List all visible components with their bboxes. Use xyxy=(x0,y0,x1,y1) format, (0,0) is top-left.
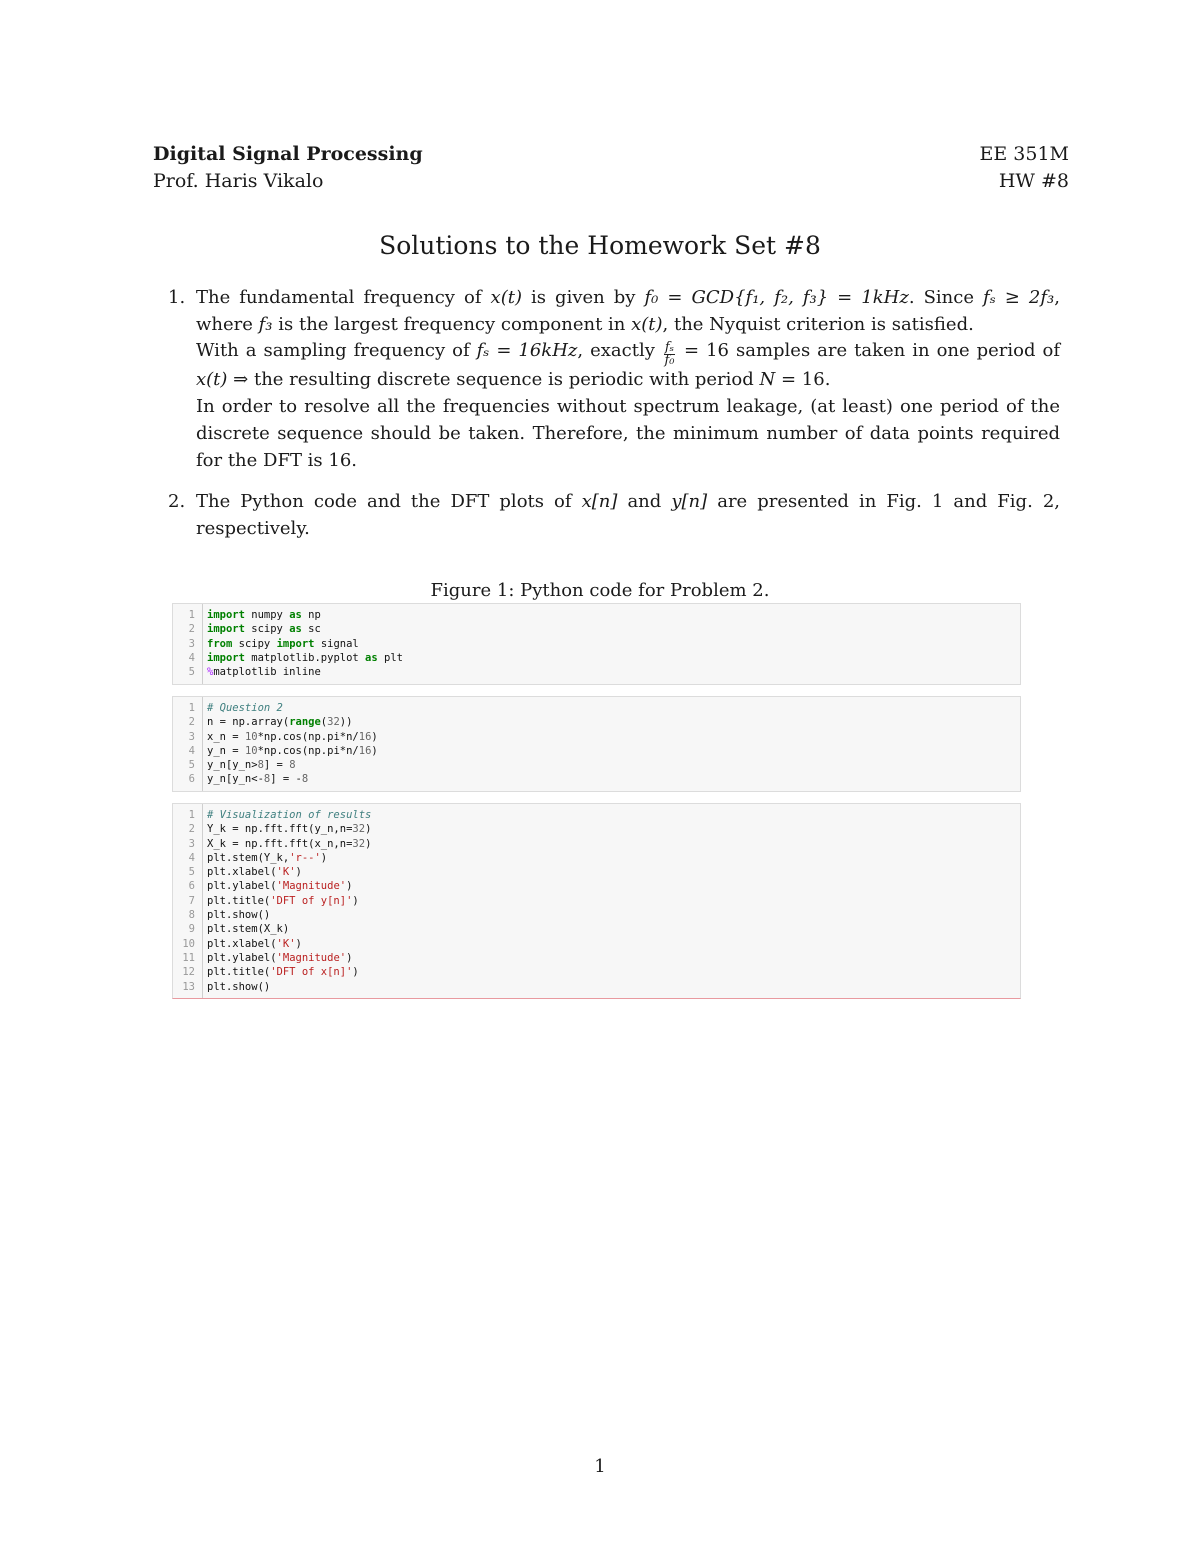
code-text: from scipy import signal xyxy=(207,637,359,650)
line-number: 4 xyxy=(188,744,195,757)
code-text: plt.xlabel('K') xyxy=(207,866,302,879)
code-line xyxy=(173,980,1020,994)
code-text: plt.title('DFT of y[n]') xyxy=(207,894,359,907)
code-line xyxy=(173,851,1020,865)
line-number: 6 xyxy=(188,880,195,893)
code-text: plt.title('DFT of x[n]') xyxy=(207,966,359,979)
code-text: y_n[y_n>8] = 8 xyxy=(207,759,296,772)
code-text: # Question 2 xyxy=(207,702,283,714)
problem-number: 2. xyxy=(168,491,186,512)
code-text: y_n[y_n<-8] = -8 xyxy=(207,773,309,786)
line-number: 3 xyxy=(188,837,195,850)
code-line xyxy=(173,772,1020,786)
code-text: import numpy as np xyxy=(207,609,321,621)
code-text: y_n = 10*np.cos(np.pi*n/16) xyxy=(207,744,378,757)
code-line xyxy=(173,908,1020,922)
code-line xyxy=(173,951,1020,965)
line-number: 11 xyxy=(182,951,195,964)
code-line xyxy=(173,965,1020,979)
code-text: plt.xlabel('K') xyxy=(207,937,302,950)
code-text: # Visualization of results xyxy=(207,809,372,821)
line-number: 1 xyxy=(188,809,195,821)
homework-number: HW #8 xyxy=(998,170,1069,192)
problem-1-paragraph-3: In order to resolve all the frequencies without spectrum leakage, (at least) one period of the discrete sequence should be taken. Therefore, the minimum number of data points required for the DFT is 16. xyxy=(196,396,1060,471)
line-number: 7 xyxy=(188,894,195,907)
code-text: plt.ylabel('Magnitude') xyxy=(207,951,353,964)
page-number: 1 xyxy=(594,1456,606,1477)
code-text: plt.show() xyxy=(207,909,271,922)
problem-number: 1. xyxy=(168,287,186,308)
line-number: 5 xyxy=(188,866,195,879)
problem-1-paragraph-2: With a sampling frequency of fₛ = 16kHz, exactly $\frac{\text{fₛ}}{\text{f₀}}$ = 16 samples are taken in one period of x(t) ⇒ the resulting discrete sequence is periodic with period N = 16. xyxy=(196,340,1061,391)
code-text: plt.stem(X_k) xyxy=(207,923,290,936)
sampling-ratio-fraction: $\frac{\text{fₛ}}{\text{f₀}}$ xyxy=(664,340,675,369)
code-line xyxy=(173,730,1020,744)
line-number: 2 xyxy=(188,823,195,836)
code-line xyxy=(173,922,1020,936)
line-number: 2 xyxy=(188,623,195,636)
line-number: 1 xyxy=(188,702,195,714)
problem-2-paragraph: The Python code and the DFT plots of x[n] and y[n] are presented in Fig. 1 and Fig. 2, respectively. xyxy=(196,491,1061,539)
code-line xyxy=(173,937,1020,951)
line-number: 12 xyxy=(182,966,195,979)
code-cell-signals xyxy=(172,696,1021,792)
code-line xyxy=(173,637,1020,651)
code-cell-imports xyxy=(172,603,1021,685)
line-number: 1 xyxy=(188,609,195,621)
code-line xyxy=(173,701,1020,715)
code-line xyxy=(173,894,1020,908)
problem-2 xyxy=(160,489,1060,542)
line-number: 3 xyxy=(188,637,195,650)
code-text: plt.ylabel('Magnitude') xyxy=(207,880,353,893)
line-number: 13 xyxy=(182,980,195,993)
code-line xyxy=(173,622,1020,636)
code-line xyxy=(173,665,1020,679)
code-text: Y_k = np.fft.fft(y_n,n=32) xyxy=(207,823,372,836)
code-text: import scipy as sc xyxy=(207,623,321,636)
page-title: Solutions to the Homework Set #8 xyxy=(379,231,821,260)
code-line xyxy=(173,865,1020,879)
line-number: 4 xyxy=(188,651,195,664)
line-number: 10 xyxy=(182,937,195,950)
code-line xyxy=(173,879,1020,893)
code-text: X_k = np.fft.fft(x_n,n=32) xyxy=(207,837,372,850)
line-number: 5 xyxy=(188,759,195,772)
code-text: n = np.array(range(32)) xyxy=(207,716,353,729)
line-number: 8 xyxy=(188,909,195,922)
code-line xyxy=(173,715,1020,729)
line-number: 9 xyxy=(188,923,195,936)
line-number: 2 xyxy=(188,716,195,729)
code-line xyxy=(173,744,1020,758)
code-line xyxy=(173,808,1020,822)
code-line xyxy=(173,822,1020,836)
professor-name: Prof. Haris Vikalo xyxy=(153,170,324,192)
course-code: EE 351M xyxy=(979,143,1069,165)
code-text: import matplotlib.pyplot as plt xyxy=(207,651,403,664)
code-text: plt.show() xyxy=(207,980,271,993)
line-number: 3 xyxy=(188,730,195,743)
line-number: 6 xyxy=(188,773,195,786)
line-number: 5 xyxy=(188,666,195,679)
code-text: x_n = 10*np.cos(np.pi*n/16) xyxy=(207,730,378,743)
code-cell-visualization xyxy=(172,803,1021,999)
problem-1 xyxy=(160,285,1060,474)
code-line xyxy=(173,608,1020,622)
problem-1-paragraph-1: The fundamental frequency of x(t) is given by f₀ = GCD{f₁, f₂, f₃} = 1kHz. Since fₛ ≥ 2f₃, where f₃ is the largest frequency component in x(t), the Nyquist criterion is satisfied. xyxy=(196,287,1060,335)
figure-caption: Figure 1: Python code for Problem 2. xyxy=(430,580,770,601)
code-text: %matplotlib inline xyxy=(207,666,321,679)
code-line xyxy=(173,837,1020,851)
code-line xyxy=(173,758,1020,772)
code-line xyxy=(173,651,1020,665)
line-number: 4 xyxy=(188,851,195,864)
course-name: Digital Signal Processing xyxy=(153,143,423,165)
code-text: plt.stem(Y_k,'r--') xyxy=(207,851,328,864)
